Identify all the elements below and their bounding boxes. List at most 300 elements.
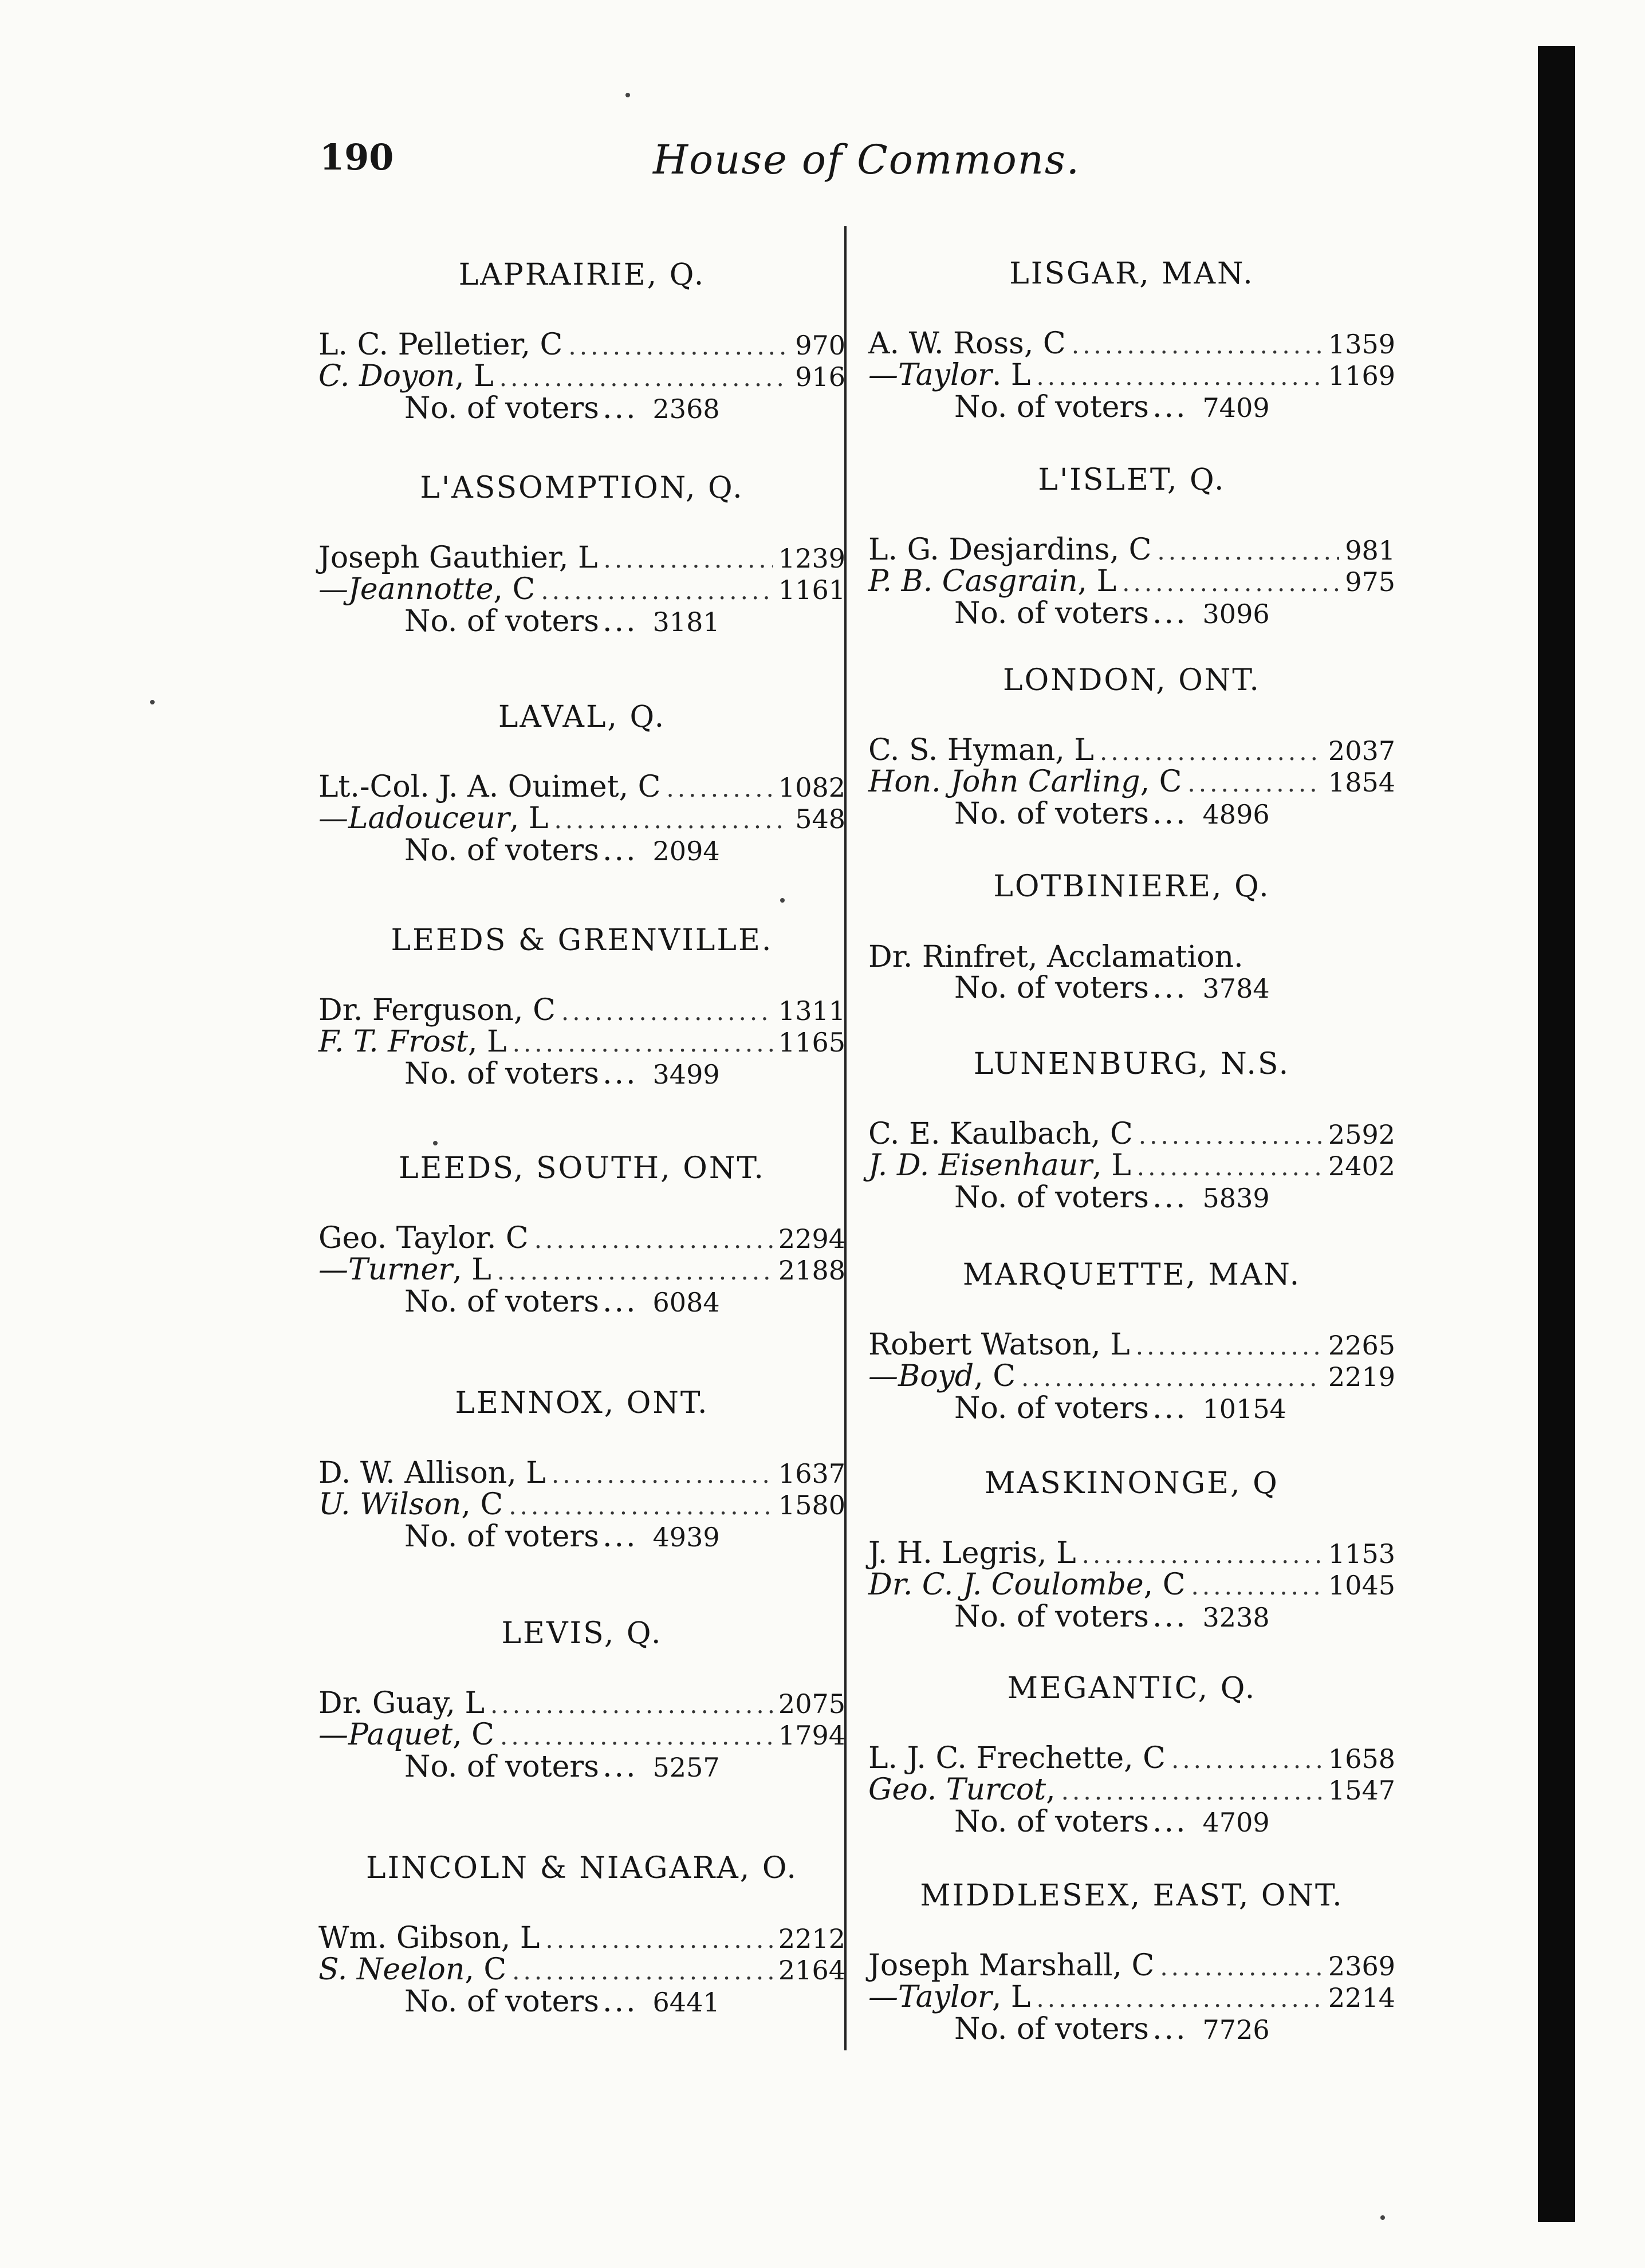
candidate-name: Lt.-Col. J. A. Ouimet [318,770,619,804]
dot-leader [1021,1363,1323,1393]
candidate-entry [868,1775,1056,1805]
candidate-entry [318,330,562,360]
district-block [318,1386,845,1553]
candidate-party: , C [1143,1568,1186,1602]
dot-leader [1137,1152,1323,1182]
voters-count: 2368 [652,393,720,424]
district-title: LEVIS, Q. [501,1616,663,1651]
candidate-votes: 981 [1345,535,1395,566]
dot-leader [490,1690,773,1720]
candidate-party: , C [514,993,556,1027]
left-column [318,0,845,2268]
candidate-entry [868,1330,1130,1360]
candidate-name: —Taylor [868,1980,992,2014]
voters-label: No. of voters [404,1057,599,1091]
district-title: LINCOLN & NIAGARA, O. [366,1851,798,1885]
voters-label: No. of voters [954,1180,1149,1215]
dot-leader [1136,1332,1323,1361]
candidate-votes: 970 [795,330,845,361]
candidate-party: , L [446,1686,485,1720]
candidate-name: A. W. Ross [868,326,1024,361]
candidate-party: , C [1124,1741,1166,1775]
dot-leader [1082,1540,1323,1570]
candidate-votes: 548 [795,804,845,834]
candidate-name: L. C. Pelletier [318,328,521,362]
voters-line [868,1182,1395,1214]
candidate-party: , L [501,1921,540,1955]
candidate-votes: 1169 [1328,360,1395,391]
candidate-row [868,535,1395,566]
voters-line [868,972,1395,1004]
candidate-votes: 2592 [1328,1119,1395,1150]
voters-line [868,1806,1395,1838]
candidate-row [318,330,845,361]
candidate-votes: 2214 [1328,1982,1395,2013]
candidate-votes: 1239 [778,543,845,574]
district-block [868,869,1395,1004]
candidate-row [868,767,1395,798]
candidate-entry [318,1720,494,1750]
candidate-name: Dr. Guay [318,1686,446,1720]
candidate-votes: 1547 [1328,1775,1395,1806]
voters-label: No. of voters [404,1750,599,1784]
candidate-entry [868,1119,1133,1149]
voters-count: 4896 [1202,799,1270,830]
voters-label: No. of voters [954,971,1149,1005]
candidate-party: , L [558,541,598,575]
voters-count: 2094 [652,836,720,867]
candidate-votes: 2265 [1328,1330,1395,1361]
district-title: LAVAL, Q. [498,700,666,734]
voters-line [868,2014,1395,2045]
candidate-votes: 2219 [1328,1361,1395,1392]
dot-leader [1160,1952,1323,1982]
candidate-entry [318,361,494,391]
dot-leader [1036,1984,1323,2014]
voters-line [318,606,845,637]
candidate-row [868,1148,1395,1183]
voters-label: No. of voters [954,390,1149,424]
page-number: 190 [320,136,394,178]
candidate-row [318,995,845,1027]
voters-line [868,598,1395,629]
candidate-name: —Paquet [318,1718,453,1752]
district-title: LUNENBURG, N.S. [973,1047,1290,1081]
dot-leader [1122,568,1339,598]
voters-dots: ... [1152,1180,1188,1215]
candidate-party: , C [974,1359,1016,1393]
district-block [868,463,1395,629]
candidate-entry [868,767,1182,797]
dot-leader [512,1956,773,1986]
voters-line [318,1286,845,1318]
dot-leader [568,332,789,361]
dot-leader [541,576,773,606]
candidate-party: , C [1109,533,1152,567]
dot-leader [509,1491,773,1521]
district-block [868,1879,1395,2045]
candidate-row [318,1952,845,1987]
candidate-votes: 2164 [778,1955,845,1986]
candidate-party: , C [465,1952,507,1987]
candidate-votes: 1165 [778,1027,845,1058]
candidate-row [318,1458,845,1490]
dot-leader [1139,1121,1323,1151]
candidate-entry [318,1223,529,1253]
voters-count: 5257 [652,1752,720,1783]
dot-leader [552,1460,773,1490]
candidate-row [318,801,845,836]
candidate-row [318,361,845,393]
voters-count: 7726 [1202,2014,1270,2045]
dot-leader [1171,1745,1323,1775]
district-title: LAPRAIRIE, Q. [458,258,706,292]
candidate-row [868,360,1395,392]
district-title: LEEDS & GRENVILLE. [391,923,773,958]
voters-dots: ... [1152,596,1188,631]
voters-count: 5839 [1202,1183,1270,1214]
voters-dots: ... [602,1519,638,1554]
candidate-party: , C [452,1718,494,1752]
dot-leader [1036,362,1323,392]
voters-line [318,1751,845,1783]
candidate-name: L. J. C. Frechette [868,1741,1124,1775]
district-block [868,257,1395,423]
voters-dots: ... [1152,390,1188,424]
candidate-votes: 1161 [778,574,845,605]
candidate-row [318,543,845,574]
print-speck [433,1141,438,1145]
district-block [868,1258,1395,1424]
candidate-row [868,566,1395,598]
district-block [318,1151,845,1318]
dot-leader [513,1029,773,1058]
print-speck [780,898,785,903]
candidate-name: L. G. Desjardins [868,533,1110,567]
candidate-party: , C [521,328,563,362]
dot-leader [561,997,773,1027]
voters-label: No. of voters [954,596,1149,631]
voters-count: 3499 [652,1059,720,1090]
dot-leader [1157,537,1339,566]
candidate-party: , C [461,1487,503,1522]
candidate-row [868,1538,1395,1570]
candidate-name: —Taylor [868,358,992,392]
candidate-party: , L [455,359,494,393]
candidate-name: D. W. Allison [318,1456,507,1490]
voters-label: No. of voters [954,1600,1149,1634]
voters-line [868,1601,1395,1633]
dot-leader [1187,769,1323,798]
voters-count: 10154 [1202,1393,1286,1424]
candidate-row [318,1688,845,1720]
candidate-votes: 1580 [778,1490,845,1521]
candidate-name: Robert Watson [868,1328,1092,1362]
voters-label: No. of voters [954,797,1149,831]
candidate-row [318,574,845,606]
voters-count: 3096 [1202,598,1270,629]
voters-count: 3784 [1202,973,1270,1004]
candidate-votes: 2188 [778,1255,845,1286]
candidate-row [868,1948,1395,1983]
candidate-votes: 975 [1345,566,1395,597]
candidate-entry [318,1458,546,1488]
candidate-name: F. T. Frost [318,1025,468,1059]
voters-label: No. of voters [404,833,599,868]
voters-count: 6441 [652,1987,720,2018]
candidate-entry [868,1948,1155,1983]
candidate-votes: 1854 [1328,767,1395,798]
voters-dots: ... [602,1750,638,1784]
candidate-entry [868,1538,1076,1568]
candidate-party: , C [1112,1948,1155,1983]
candidate-name: —Boyd [868,1359,974,1393]
candidate-votes: 1794 [778,1720,845,1751]
candidate-party: , C [1024,326,1066,361]
candidate-name: C. E. Kaulbach [868,1117,1091,1151]
voters-dots: ... [1152,1391,1188,1426]
voters-dots: ... [602,1057,638,1091]
voters-line [318,1058,845,1090]
candidate-entry [318,543,597,573]
dot-leader [545,1925,773,1955]
candidate-row [868,1743,1395,1775]
candidate-party: , L [1091,1328,1130,1362]
voters-label: No. of voters [954,2012,1149,2046]
district-title: MIDDLESEX, EAST, ONT. [920,1879,1344,1913]
candidate-row [868,1982,1395,2014]
voters-line [318,1986,845,2018]
candidate-name: J. H. Legris [868,1536,1038,1570]
candidate-party: , L [1077,564,1117,598]
candidate-votes: 2294 [778,1223,845,1254]
candidate-entry [868,1148,1131,1183]
district-title: MEGANTIC, Q. [1007,1671,1257,1706]
voters-label: No. of voters [404,1519,599,1554]
district-block [868,663,1395,830]
voters-line [868,1393,1395,1424]
candidate-votes: 1082 [778,772,845,803]
voters-line [868,798,1395,830]
candidate-votes: 2402 [1328,1151,1395,1182]
dot-leader [1072,330,1323,360]
candidate-party: , C [1140,765,1182,799]
candidate-entry [318,572,536,607]
print-speck [1380,2215,1385,2220]
candidate-entry [318,772,660,802]
voters-label: No. of voters [954,1391,1149,1426]
dot-leader [497,1257,773,1286]
candidate-name: Wm. Gibson [318,1921,501,1955]
candidate-entry [318,1027,507,1057]
candidate-entry [868,735,1094,765]
candidate-entry [868,566,1116,596]
candidate-party: , L [452,1253,491,1287]
voters-line [318,835,845,867]
voters-dots: ... [602,604,638,639]
district-title: MARQUETTE, MAN. [962,1258,1301,1292]
candidate-entry [318,801,549,836]
district-block [868,1047,1395,1214]
district-block [868,1671,1395,1838]
candidate-party: , C [493,572,536,607]
candidate-entry [318,1923,540,1953]
voters-dots: ... [1152,2012,1188,2046]
candidate-entry [868,535,1151,565]
candidate-entry [868,326,1066,361]
candidate-entry [868,1743,1166,1773]
candidate-row [868,1570,1395,1601]
candidate-name: Joseph Marshall [868,1948,1113,1983]
candidate-name: S. Neelon [318,1952,465,1987]
candidate-party: , C [619,770,661,804]
candidate-entry [318,1487,503,1522]
dot-leader [534,1225,773,1255]
voters-count: 7409 [1202,392,1270,423]
voters-dots: ... [1152,971,1188,1005]
candidate-row [318,1487,845,1522]
candidate-name: Geo. Turcot [868,1773,1046,1807]
candidate-row [318,1720,845,1751]
candidate-entry [868,1570,1186,1600]
voters-dots: ... [602,1285,638,1319]
candidate-party: , L [1055,733,1094,767]
candidate-party: , L [467,1025,507,1059]
candidate-entry [318,1952,507,1987]
candidate-party: , C [1091,1117,1133,1151]
candidate-votes: 1658 [1328,1743,1395,1774]
district-block [868,1466,1395,1633]
candidate-name: U. Wilson [318,1487,462,1522]
voters-line [318,393,845,424]
district-title: LEEDS, SOUTH, ONT. [399,1151,765,1186]
voters-dots: ... [602,391,638,426]
voters-dots: ... [602,833,638,868]
voters-label: No. of voters [404,1984,599,2019]
voters-count: 4939 [652,1522,720,1553]
page-edge-shadow [1538,46,1575,2222]
candidate-votes: 1153 [1328,1538,1395,1569]
voters-label: No. of voters [404,391,599,426]
candidate-row [318,1255,845,1286]
dot-leader [499,363,789,393]
candidate-votes: 916 [795,361,845,392]
district-block [318,1616,845,1783]
district-block [318,923,845,1090]
candidate-row [318,1923,845,1955]
candidate-party: , L [1037,1536,1076,1570]
candidate-entry [318,1688,485,1718]
voters-count: 3181 [652,607,720,637]
right-column [868,0,1395,2268]
voters-dots: ... [1152,1600,1188,1634]
candidate-party: , L [991,1980,1031,2014]
candidate-name: Geo. Taylor [318,1221,487,1255]
candidate-row [868,735,1395,767]
voters-count: 6084 [652,1287,720,1318]
district-title: LISGAR, MAN. [1009,257,1254,291]
candidate-party: . C [486,1221,529,1255]
candidate-row [868,1361,1395,1393]
candidate-entry [318,995,556,1025]
dot-leader [1191,1572,1323,1601]
dot-leader [500,1722,773,1751]
acclamation-line: Dr. Rinfret, Acclamation. [868,940,1243,974]
candidate-party: , L [509,801,549,836]
district-block [318,700,845,867]
candidate-name: —Jeannotte [318,572,494,607]
district-block [318,1851,845,2018]
dot-leader [666,774,773,804]
district-block [318,258,845,424]
candidate-name: —Turner [318,1253,453,1287]
district-title: LOTBINIERE, Q. [993,869,1270,904]
district-title: L'ISLET, Q. [1038,463,1226,497]
voters-count: 3238 [1202,1602,1270,1633]
district-title: LONDON, ONT. [1003,663,1261,698]
candidate-name: Hon. John Carling [868,765,1140,799]
district-title: MASKINONGE, Q [985,1466,1279,1501]
dot-leader [603,545,772,574]
candidate-name: J. D. Eisenhaur [868,1148,1093,1183]
running-title: House of Commons. [653,136,1081,183]
voters-line [868,392,1395,423]
candidate-name: P. B. Casgrain [868,564,1078,598]
candidate-party: . L [991,358,1031,392]
candidate-row [318,772,845,804]
dot-leader [554,805,789,835]
candidate-votes: 1045 [1328,1570,1395,1601]
candidate-name: C. Doyon [318,359,455,393]
district-title: L'ASSOMPTION, Q. [420,471,744,505]
candidate-entry [868,1361,1016,1391]
voters-label: No. of voters [954,1805,1149,1839]
candidate-row [868,326,1395,361]
voters-line [318,1521,845,1553]
candidate-votes: 2212 [778,1923,845,1954]
dot-leader [1061,1777,1323,1806]
candidate-row [318,1027,845,1058]
voters-label: No. of voters [404,604,599,639]
candidate-name: Dr. Ferguson [318,993,514,1027]
candidate-name: —Ladouceur [318,801,510,836]
voters-dots: ... [602,1984,638,2019]
candidate-entry [868,1982,1030,2012]
print-speck [150,700,155,704]
candidate-row [868,1119,1395,1151]
dot-leader [1100,737,1323,767]
district-block [318,471,845,637]
candidate-votes: 2075 [778,1688,845,1719]
candidate-party: , L [507,1456,546,1490]
candidate-entry [318,1255,491,1285]
candidate-party: , L [1092,1148,1131,1183]
candidate-votes: 2037 [1328,735,1395,766]
candidate-row [868,1330,1395,1361]
candidate-name: C. S. Hyman [868,733,1056,767]
voters-dots: ... [1152,1805,1188,1839]
candidate-votes: 2369 [1328,1951,1395,1982]
candidate-row [318,1223,845,1255]
candidate-name: Joseph Gauthier [318,541,559,575]
candidate-party: , [1046,1773,1056,1807]
candidate-votes: 1637 [778,1458,845,1489]
candidate-votes: 1311 [778,995,845,1026]
voters-label: No. of voters [404,1285,599,1319]
candidate-votes: 1359 [1328,329,1395,360]
voters-dots: ... [1152,797,1188,831]
district-title: LENNOX, ONT. [455,1386,709,1420]
